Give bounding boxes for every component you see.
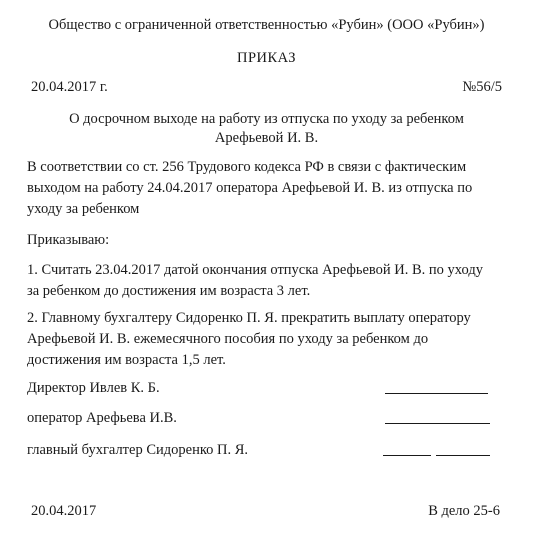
order-item-line: 2. Главному бухгалтеру Сидоренко П. Я. прекратить выплату оператору: [27, 310, 471, 326]
signature-line-accountant-part2: [436, 455, 490, 456]
subject-line-2: Арефьевой И. В.: [214, 130, 319, 146]
order-number: №56/5: [462, 79, 502, 95]
order-item-line: Арефьевой И. В. ежемесячного пособия по уходу за ребенком до: [27, 331, 429, 347]
order-item-line: за ребенком до достижения им возраста 3 лет.: [27, 283, 311, 299]
signature-line-director: [385, 393, 488, 394]
footer-date: 20.04.2017: [31, 503, 97, 519]
signature-line-operator: [385, 423, 490, 424]
order-item-1: [27, 260, 507, 302]
order-date: 20.04.2017 г.: [31, 79, 108, 95]
order-word: Приказываю:: [27, 232, 110, 248]
signature-role-operator: оператор Арефьева И.В.: [27, 410, 177, 426]
preamble-line: выходом на работу 24.04.2017 оператора Арефьевой И. В. из отпуска по: [27, 180, 473, 196]
subject-line-1: О досрочном выходе на работу из отпуска по уходу за ребенком: [69, 111, 464, 127]
organization-name: Общество с ограниченной ответственностью «Рубин» (ООО «Рубин»): [48, 17, 485, 33]
document-type-title: ПРИКАЗ: [236, 50, 297, 66]
footer-file-note: В дело 25-6: [428, 503, 500, 519]
order-item-line: достижения им возраста 1,5 лет.: [27, 352, 226, 368]
preamble-line: уходу за ребенком: [27, 201, 140, 217]
order-item-2: [27, 308, 507, 371]
preamble-paragraph: [27, 157, 507, 220]
signature-line-accountant-part1: [383, 455, 431, 456]
order-item-line: 1. Считать 23.04.2017 датой окончания отпуска Арефьевой И. В. по уходу: [27, 262, 483, 278]
signature-role-accountant: главный бухгалтер Сидоренко П. Я.: [27, 442, 249, 458]
signature-role-director: Директор Ивлев К. Б.: [27, 380, 160, 396]
preamble-line: В соответствии со ст. 256 Трудового кодекса РФ в связи с фактическим: [27, 159, 467, 175]
